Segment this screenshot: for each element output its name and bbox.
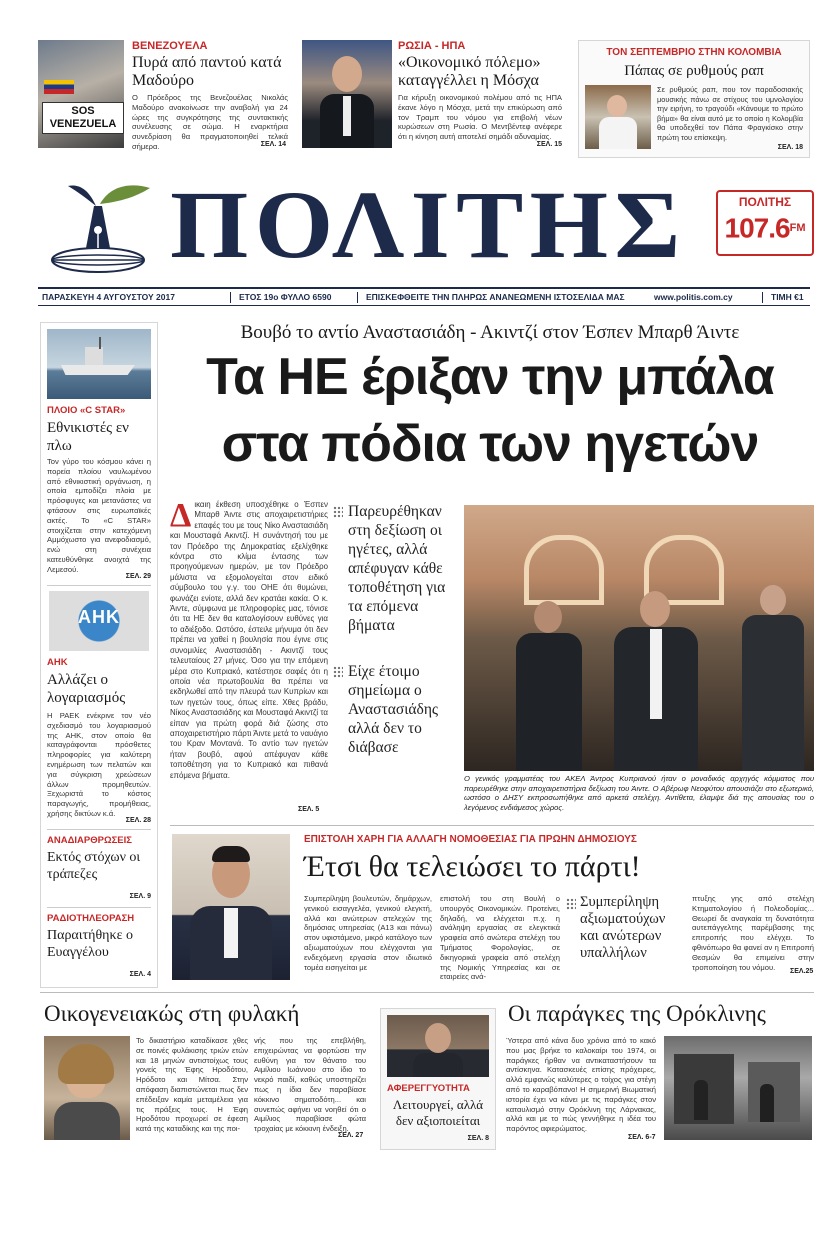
cstar-ship-photo [47,329,151,399]
radio-frequency: 107.6 [724,212,790,244]
family-body-col-2: νής που της επεβλήθη, επιχειρώντας να φορτώσει την ευθύνη για τον θάνατο του Αιμίλιου Ιωάννου στο ίδιο το νεκρό παιδί, καθώς υποστηρίζει πως η ίδια δεν παραβίασε κόκκινο σηματοδότη... και συνεπώς αφήνει να νοηθεί ότι ο Αιμίλιος παραβίασε φώτα τροχαίας με κόκκινη ένδειξη. [254,1036,366,1134]
lead-subhead: Βουβό το αντίο Αναστασιάδη - Ακιντζί στον Έσπεν Μπαρθ Άιντε [240,322,740,343]
ahk-logo-photo [49,591,149,651]
colombia-ref[interactable]: ΣΕΛ. 18 [777,144,803,151]
lead-pull-quote-2: Είχε έτοιμο σημείωμα ο Αναστασιάδης αλλά δεν το διάβασε [348,663,439,756]
tax-ref[interactable]: ΣΕΛ. 8 [467,1135,489,1142]
venezuela-body: Ο Πρόεδρος της Βενεζουέλας Νικολάς Μαδούρο ανακοίνωσε την αναβολή για 24 ώρες της συγκρότησης της συντακτικής συνέλευσης σε σώμα. Η εναρκτήρια συνεδρίαση θα πραγματοποιηθεί τελικά σήμερα. [132,93,288,151]
quote-marker-icon [333,666,343,678]
party-body-col-2: επιστολή του στη Βουλή ο υπουργός Οικονομικών. Προτείνει, δηλαδή, να ελέγχεται π.χ. η ανάληψη εργασίας σε ελεγκτικά γραφεία από ανώτερα στελέχη του Τμήματος Φορολογίας, σε δικηγορικά γραφεία από στελέχη της Νομικής Υπηρεσίας και σε εταιρείες ανά- [440,894,560,982]
colombia-kicker: ΤΟΝ ΣΕΠΤΕΜΒΡΙΟ ΣΤΗΝ ΚΟΛΟΜΒΙΑ [606,47,782,58]
party-body-col-1: Συμπερίληψη βουλευτών, δημάρχων, γενικού εισαγγελέα, γενικού ελεγκτή, αλλά και ανώτερων στελεχών της δημόσιας υπηρεσίας (Α13 και πάνω) στον υφιστάμενο, μικρό κατάλογο των αξιωματούχων που ελέγχονται για ενδεχόμενη εργασία στον ιδιωτικό τομέα εισηγείται με [304,894,432,972]
cstar-kicker: ΠΛΟΙΟ «C STAR» [47,405,126,416]
masthead-title: ΠΟΛΙΤΗΣ [170,171,687,278]
lead-ref[interactable]: ΣΕΛ. 5 [298,806,320,813]
venezuela-photo-sign: SOS VENEZUELA [42,102,124,134]
tax-kicker: ΑΦΕΡΕΓΓΥΟΤΗΤΑ [387,1083,470,1094]
radio-tv-headline[interactable]: Παραιτήθηκε ο Ευαγγέλου [47,928,133,960]
radio-name: ΠΟΛΙΤΗΣ [738,195,792,209]
dateline-promo: ΕΠΙΣΚΕΦΘΕΙΤΕ ΤΗΝ ΠΛΗΡΩΣ ΑΝΑΝΕΩΜΕΝΗ ΙΣΤΟΣΕΛΙΔΑ ΜΑΣ [366,292,625,302]
russia-ref[interactable]: ΣΕΛ. 15 [536,141,562,148]
bonds-ref[interactable]: ΣΕΛ. 9 [129,893,151,900]
venezuela-ref[interactable]: ΣΕΛ. 14 [260,141,286,148]
tax-story[interactable] [380,1008,496,1150]
masthead [30,170,820,282]
orokline-story[interactable] [502,1000,814,1150]
lead-headline-line-2[interactable]: στα πόδια των ηγετών [221,415,759,473]
pen-globe-logo-icon [38,178,158,278]
russia-kicker: ΡΩΣΙΑ - ΗΠΑ [398,40,466,52]
colombia-body: Σε ρυθμούς ραπ, που τον παραδοσιακής μουσικής πάνω σε στίχους του υμνολογίου την ειρήνη, το τραγούδι «Κάνουμε το πρώτο βήμα» θα είναι αυτό με το οποίο η Κολομβία θα υποδεχθεί τον Πάπα Φραγκίσκο στην πρώτη του επίσκεψη. [657,85,803,142]
orokline-headline[interactable]: Οι παράγκες της Ορόκλινης [508,1001,766,1026]
bonds-headline[interactable]: Εκτός στόχων οι τράπεζες [47,850,141,882]
harris-photo [172,834,290,980]
radio-badge[interactable] [716,190,814,256]
medvedev-photo [302,40,392,148]
party-kicker: ΕΠΙΣΤΟΛΗ ΧΑΡΗ ΓΙΑ ΑΛΛΑΓΗ ΝΟΜΟΘΕΣΙΑΣ ΓΙΑ ΠΡΩΗΝ ΔΗΜΟΣΙΟΥΣ [304,834,637,845]
lead-dropcap: Δ [170,497,192,534]
venezuela-kicker: ΒΕΝΕΖΟΥΕΛΑ [132,40,208,52]
lead-photo-caption: Ο γενικός γραμματέας του ΑΚΕΛ Άντρος Κυπριανού ήταν ο μοναδικός αρχηγός κόμματος που παρευρέθηκε στην αποχαιρετιστήρια δεξίωση του Άιντε. Ο Αβέρωφ Νεοφύτου απουσιάζει στο εξωτερικό, ωστόσο ο ΔΗΣΥ εκπροσωπήθηκε από αρκετά στελέχη. Αντίθετα, έλαμψε διά της απουσίας του ο λεγόμενος ενδιάμεσος χώρος. [464,774,814,812]
lead-pull-quote-1: Παρευρέθηκαν στη δεξίωση οι ηγέτες, αλλά απέφυγαν κάθε τοποθέτηση για τα επόμενα βήματα [348,503,446,634]
radio-tv-ref[interactable]: ΣΕΛ. 4 [129,971,151,978]
radio-tv-kicker: ΡΑΔΙΟΤΗΛΕΟΡΑΣΗ [47,913,135,924]
lead-body: ικαιη έκθεση υποσχέθηκε ο Έσπεν Μπαρθ Άιντε στις αποχαιρετιστήριες επαφές του με τους Νίκο Αναστασιάδη και Μουσταφά Ακιντζί. Η συνάντησή του με τον Πρόεδρο της Δημοκρατίας εξελίχθηκε κόντρα στο κλίμα έντασης των προηγούμενων ημερών, με τον Πρόεδρο μάλιστα να εξομολογείται στον ειδικό σύμβουλο του γ.γ. του ΟΗΕ ότι θυμώνει, φωνάζει ενίοτε, αλλά δεν κρατάει κακία. Ο κ. Άιντε, σύμφωνα με πληροφορίες μας, τόνισε ότι τα ΗΕ δεν θα καταλογίσουν ευθύνες για το αδιέξοδο. Ωστόσο, έστειλε μήνυμα ότι δεν πρέπει να χαθεί η βουλησία που έγινε στις συνομιλίες Αναστασιάδη - Ακιντζί τους τελευταίους 27 μήνες. Όσο για την επόμενη μέρα στο Κυπριακό, κατέστησε σαφές ότι η οποία νέα πρωτοβουλία θα πρέπει να εκδηλωθεί από την πλευρά των Κυπρίων και των ηγετών τους, όπως είπε. Χθες βράδυ, Νίκος Αναστασιάδης και Μουσταφά Ακιντζί τα είπαν για πρώτη φορά διά ζώσης στο αποχαιρετιστήριο πάρτι Άιντε μετά το ναυάγιο του Κραν Μοντανά. Το αντίο των ηγετών ήταν βουβό, αφού απέφυγαν κάθε τοποθέτηση για το Κυπριακό και πιθανά επόμενα βήματα. [170,500,328,780]
ahk-kicker: ΑΗΚ [47,657,68,668]
cstar-ref[interactable]: ΣΕΛ. 29 [125,573,151,580]
herodotou-photo [44,1036,130,1140]
family-headline[interactable]: Οικογενειακώς στη φυλακή [44,1001,300,1026]
cstar-body: Τον γύρο του κόσμου κάνει η πορεία πλοίου ναυλωμένου από εθνικιστική οργάνωση, η οποία εμποδίζει πλοία με πρόσφυγες και μετανάστες να φτάσουν στις ευρωπαϊκές ακτές. Το «C STAR» στοιχίζεται στην κατεχόμενη Αμμόχωστο για ανεφοδιασμό, ενώ στη συνέχεια κατευθύνθηκε ανοιχτά της Λεμεσού. [47,457,151,574]
party-pull-quote: Συμπερίληψη αξιωματούχων και ανώτερων υπαλλήλων [580,894,666,961]
dateline-issue: ΕΤΟΣ 19ο ΦΥΛΛΟ 6590 [239,292,332,302]
orokline-ref[interactable]: ΣΕΛ. 6-7 [628,1134,656,1141]
party-headline[interactable]: Έτσι θα τελειώσει το πάρτι! [304,850,641,883]
ahk-headline[interactable]: Αλλάζει ο λογαριασμός [47,672,126,706]
pope-photo [585,85,651,149]
party-body-col-3: πτυξης γης από στελέχη Κτηματολογίου ή Πολεοδομίας... Θεωρεί δε αναγκαία τη δυνατότητα αυτεπάγγελτης παρέμβασης της επιτροπής που ελέγχει. Το φθινόπωρο θα φανεί αν η Επιτροπή Θεσμών θα επιμείνει στην τροποποίηση του νόμου. [692,894,814,972]
lead-article [170,497,328,820]
sidebar [40,322,158,988]
cstar-headline[interactable]: Εθνικιστές εν πλω [47,420,129,454]
dateline-price: ΤΙΜΗ €1 [771,292,804,302]
bonds-kicker: ΑΝΑΔΙΑΡΘΡΩΣΕΙΣ [47,835,132,846]
teaser-russia[interactable] [302,40,564,152]
dateline-date: ΠΑΡΑΣΚΕΥΗ 4 ΑΥΓΟΥΣΤΟΥ 2017 [42,292,175,302]
orokline-body: Ύστερα από κάνα δυο χρόνια από το κακό που μας βρήκε το καλοκαίρι του 1974, οι παράγκες ήρθαν να αντικαταστήσουν τα αντίσκηνα. Κατασκευές επίσης πρόχειρες, αλλά εμφανώς καλύτερες ο τοίχος για στέγη από το καραβόπανο! Η σημερινή Βιωματική ιστορία έχει να κάνει με τις παράγκες στον καταυλισμό στην Ορόκλινη της Λάρνακας, αλλά και με το πώς γεννήθηκε η ιδέα του παρόντος αφιερώματος. [506,1036,656,1134]
ahk-ref[interactable]: ΣΕΛ. 28 [125,817,151,824]
quote-marker-icon [566,898,576,910]
orokline-shacks-photo [664,1036,812,1140]
russia-headline[interactable]: «Οικονομικό πόλεμο» καταγγέλλει η Μόσχα [398,54,541,89]
family-ref[interactable]: ΣΕΛ. 27 [338,1132,364,1139]
family-body-col-1: Το δικαστήριο καταδίκασε χθες σε ποινές φυλάκισης τριών ετών και 18 μηνών αντιστοίχως τους γονείς της Έφης Ηροδότου, Ηρόδοτο και Μίτσα. Στην απόφαση διαπιστώνεται πως δεν επέδειξαν καμία μεταμέλεια για τις πράξεις τους. Η Έφη Ηροδότου προχωρεί σε έφεση κατά της καταδίκης και της ποι- [136,1036,248,1134]
tax-official-photo [387,1015,489,1077]
russia-body: Για κήρυξη οικονομικού πολέμου από τις ΗΠΑ έκανε λόγο η Μόσχα, μετά την επικύρωση από τον Τραμπ του νόμου για επιβολή νέων κυρώσεων στη Ρωσία. Ο Μεντβέντεφ ανέφερε ότι η κίνηση αυτή αποτελεί σημάδι αδυναμίας. [398,93,562,142]
party-ref[interactable]: ΣΕΛ.25 [790,968,814,975]
teaser-colombia[interactable] [578,40,810,158]
venezuela-photo [38,40,124,148]
venezuela-headline[interactable]: Πυρά από παντού κατά Μαδούρο [132,54,282,89]
teaser-venezuela[interactable] [38,40,288,152]
dateline-website[interactable]: www.politis.com.cy [654,292,733,302]
radio-fm: FM [789,222,806,234]
leaders-reception-photo [464,505,814,771]
dateline-bar [38,287,810,306]
lead-headline-line-1[interactable]: Τα ΗΕ έριξαν την μπάλα [206,348,774,406]
quote-marker-icon [333,506,343,518]
ahk-body: Η ΡΑΕΚ ενέκρινε τον νέο σχεδιασμό του λογαριασμού της ΑΗΚ, στον οποίο θα καταγράφονται πρόσθετες πληροφορίες για καλύτερη ενημέρωση των πελατών και για σύγκριση χρεώσεων άλλων προμηθευτών. Ξεχωριστά το κόστος παραγωγής, προμήθειας, χρήσης δικτύων κ.ά. [47,711,151,818]
tax-headline[interactable]: Λειτουργεί, αλλά δεν αξιοποιείται [392,1097,484,1128]
colombia-headline[interactable]: Πάπας σε ρυθμούς ραπ [624,63,764,79]
ahk-logo-text: ΑΗΚ [78,607,120,627]
family-jail-story[interactable] [40,1000,370,1150]
